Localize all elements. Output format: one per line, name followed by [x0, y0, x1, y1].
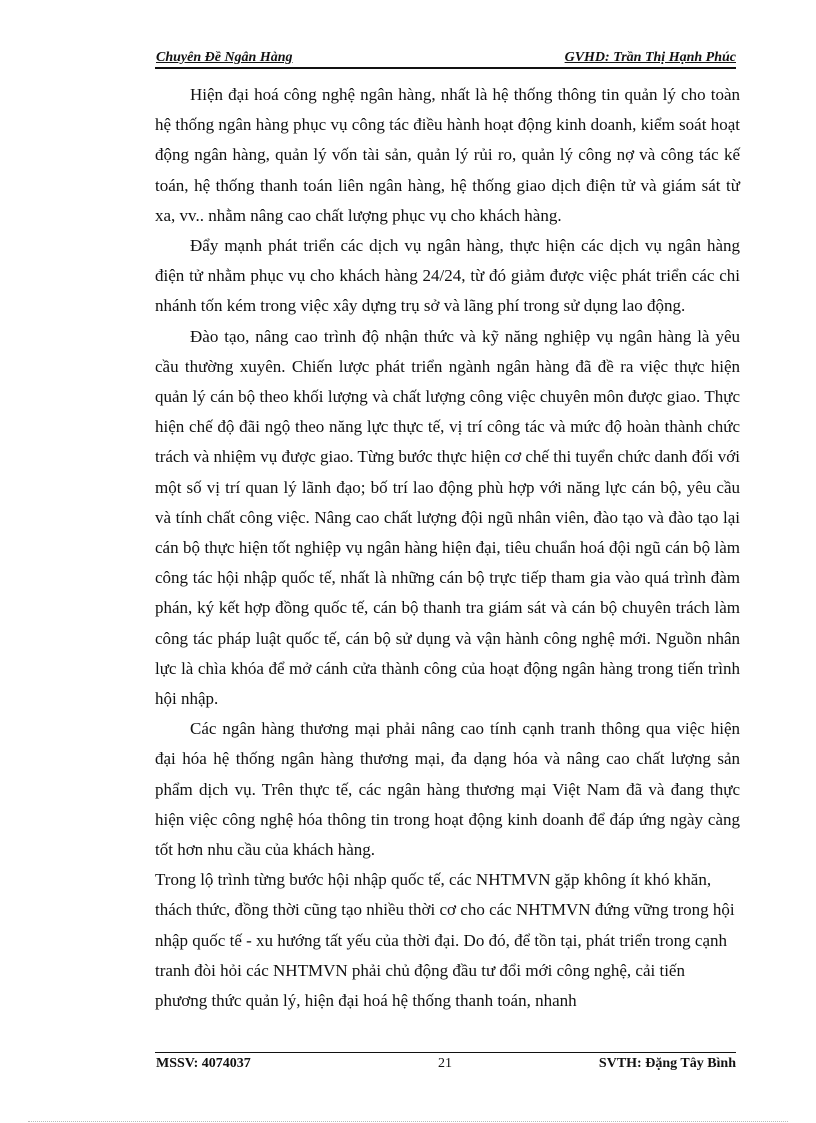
paragraph-e-banking: Đẩy mạnh phát triển các dịch vụ ngân hàng, thực hiện các dịch vụ ngân hàng điện tử nhằm phục vụ cho khách hàng 24/24, từ đó giảm được việc phát triển các chi nhánh tốn kém trong việc xây dựng trụ sở và lãng phí trong sử dụng lao động.: [155, 236, 740, 316]
page-number: 21: [438, 1056, 452, 1071]
footer-student-name: SVTH: Đặng Tây Bình: [598, 1056, 736, 1071]
document-body: [155, 80, 740, 1016]
paragraph-training: Đào tạo, nâng cao trình độ nhận thức và kỹ năng nghiệp vụ ngân hàng là yêu cầu thường xuyên. Chiến lược phát triển ngành ngân hàng đã đề ra việc thực hiện quản lý cán bộ theo khối lượng và chất lượng công việc chuyên môn được giao. Thực hiện chế độ đãi ngộ theo năng lực thực tế, vị trí công tác và mức độ hoàn thành chức trách và nhiệm vụ được giao. Từng bước thực hiện cơ chế thi tuyển chức danh đối với một số vị trí quan lý lãnh đạo; bố trí lao động phù hợp với năng lực cán bộ, yêu cầu và tính chất công việc. Nâng cao chất lượng đội ngũ nhân viên, đào tạo và đào tạo lại cán bộ thực hiện tốt nghiệp vụ ngân hàng hiện đại, tiêu chuẩn hoá đội ngũ cán bộ làm công tác hội nhập quốc tế, nhất là những cán bộ trực tiếp tham gia vào quá trình đàm phán, ký kết hợp đồng quốc tế, cán bộ thanh tra giám sát và cán bộ chuyên trách làm công tác pháp luật quốc tế, cán bộ sử dụng và vận hành công nghệ mới. Nguồn nhân lực là chìa khóa để mở cánh cửa thành công của hoạt động ngân hàng trong tiến trình hội nhập.: [155, 326, 740, 709]
paragraph-integration: Trong lộ trình từng bước hội nhập quốc tế, các NHTMVN gặp không ít khó khăn, thách thức, đồng thời cũng tạo nhiều thời cơ cho các NHTMVN đứng vững trong hội nhập quốc tế - xu hướng tất yếu của thời đại. Do đó, để tồn tại, phát triển trong cạnh tranh đòi hỏi các NHTMVN phải chủ động đầu tư đổi mới công nghệ, cải tiến phương thức quản lý, hiện đại hoá hệ thống thanh toán, nhanh: [155, 870, 735, 1011]
page-break-line: [28, 1121, 788, 1122]
page-header: [155, 49, 736, 69]
paragraph-modernization: Hiện đại hoá công nghệ ngân hàng, nhất là hệ thống thông tin quản lý cho toàn hệ thống ngân hàng phục vụ công tác điều hành hoạt động kinh doanh, kiểm soát hoạt động ngân hàng, quản lý vốn tài sản, quản lý rủi ro, quản lý công nợ và công tác kế toán, hệ thống thanh toán liên ngân hàng, hệ thống giao dịch điện tử và giám sát từ xa, vv.. nhằm nâng cao chất lượng phục vụ cho khách hàng.: [155, 85, 740, 225]
header-instructor: GVHD: Trần Thị Hạnh Phúc: [564, 50, 736, 65]
header-course-title: Chuyên Đề Ngân Hàng: [156, 50, 293, 65]
page-footer: [155, 1052, 736, 1074]
paragraph-competitiveness: Các ngân hàng thương mại phải nâng cao tính cạnh tranh thông qua việc hiện đại hóa hệ thống ngân hàng thương mại, đa dạng hóa và nâng cao chất lượng sản phẩm dịch vụ. Trên thực tế, các ngân hàng thương mại Việt Nam đã và đang thực hiện việc công nghệ hóa thông tin trong hoạt động kinh doanh để đáp ứng ngày càng tốt hơn nhu cầu của khách hàng.: [155, 719, 740, 860]
footer-student-id: MSSV: 4074037: [156, 1056, 251, 1071]
